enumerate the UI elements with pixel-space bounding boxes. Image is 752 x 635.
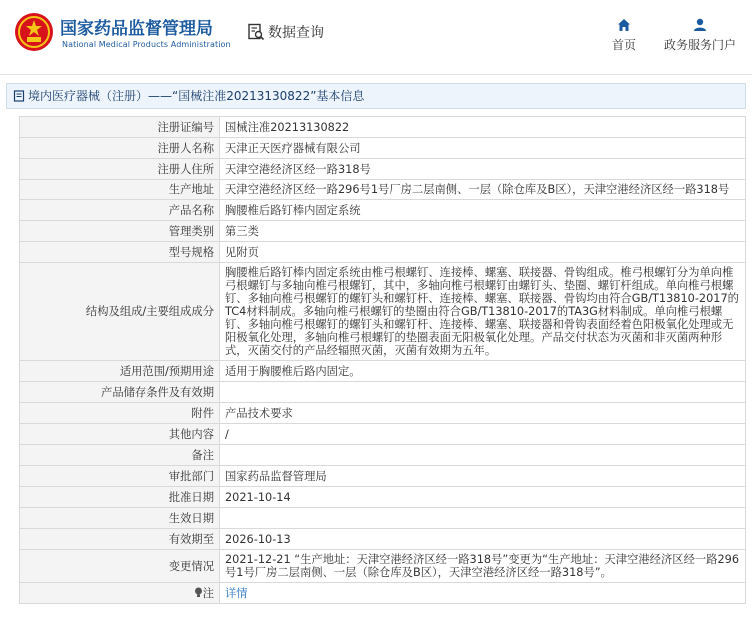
field-value: 产品技术要求 [220,403,746,424]
field-label: 审批部门 [20,466,220,487]
document-icon [13,90,25,102]
table-row [20,382,746,403]
field-value: 胸腰椎后路钉棒内固定系统 [220,200,746,221]
field-label: 产品名称 [20,200,220,221]
table-row [20,445,746,466]
note-label-text: 注 [202,586,214,600]
detail-table [19,116,746,604]
field-value: 适用于胸腰椎后路内固定。 [220,361,746,382]
data-query-link[interactable] [247,22,324,42]
table-row [20,117,746,138]
field-label: 生效日期 [20,508,220,529]
data-query-label: 数据查询 [268,25,324,41]
field-label: 备注 [20,445,220,466]
field-label: 注册证编号 [20,117,220,138]
field-value: 2021-12-21 “生产地址：天津空港经济区经一路318号”变更为“生产地址：天津空港经济区经一路296号1号厂房二层南侧、一层（除仓库及B区），天津空港经济区经一路318号”。 [220,550,746,583]
field-label: 管理类别 [20,221,220,242]
user-icon [693,18,707,32]
table-row [20,424,746,445]
search-document-icon [247,23,265,41]
table-row [20,583,746,604]
field-label: 生产地址 [20,180,220,200]
field-value: / [220,424,746,445]
national-emblem-icon [14,12,54,52]
field-label: 有效期至 [20,529,220,550]
field-value: 国家药品监督管理局 [220,466,746,487]
field-value: 2021-10-14 [220,487,746,508]
table-row [20,263,746,361]
table-row [20,159,746,180]
table-row [20,529,746,550]
site-subtitle: National Medical Products Administration [62,40,231,49]
breadcrumb [6,83,746,109]
field-value [220,583,746,604]
site-title[interactable]: 国家药品监督管理局 [60,19,213,39]
field-value: 天津空港经济区经一路318号 [220,159,746,180]
field-label: 结构及组成/主要组成成分 [20,263,220,361]
field-value: 天津正天医疗器械有限公司 [220,138,746,159]
table-row [20,487,746,508]
field-label: 注册人名称 [20,138,220,159]
nav-service-label: 政务服务门户 [663,38,736,52]
field-value: 天津空港经济区经一路296号1号厂房二层南侧、一层（除仓库及B区），天津空港经济区经一路318号 [220,180,746,200]
field-value: 见附页 [220,242,746,263]
field-value [220,508,746,529]
field-value: 第三类 [220,221,746,242]
field-label: 附件 [20,403,220,424]
details-link[interactable]: 详情 [225,586,248,600]
breadcrumb-text: 境内医疗器械（注册）——“国械注准20213130822”基本信息 [28,89,365,103]
field-value [220,382,746,403]
table-row [20,508,746,529]
site-header [0,0,752,75]
field-value: 国械注准20213130822 [220,117,746,138]
nav-home[interactable] [609,18,639,53]
table-row [20,550,746,583]
field-label: 变更情况 [20,550,220,583]
field-label: 注册人住所 [20,159,220,180]
table-row [20,138,746,159]
note-label [20,583,220,604]
table-row [20,466,746,487]
table-row [20,242,746,263]
field-value [220,445,746,466]
table-row [20,403,746,424]
nav-home-label: 首页 [611,38,636,52]
field-label: 型号规格 [20,242,220,263]
table-row [20,361,746,382]
table-row [20,180,746,200]
bulb-icon [194,587,203,598]
field-label: 其他内容 [20,424,220,445]
field-label: 批准日期 [20,487,220,508]
home-icon [617,18,631,32]
table-row [20,200,746,221]
field-label: 适用范围/预期用途 [20,361,220,382]
field-value: 2026-10-13 [220,529,746,550]
field-label: 产品储存条件及有效期 [20,382,220,403]
field-value: 胸腰椎后路钉棒内固定系统由椎弓根螺钉、连接棒、螺塞、联接器、骨钩组成。椎弓根螺钉分为单向椎弓根螺钉与多轴向椎弓根螺钉，其中，多轴向椎弓根螺钉由螺钉头、垫圈、螺钉杆组成。单向椎弓根螺钉、多轴向椎弓根螺钉的螺钉头和螺钉杆、连接棒、螺塞、联接器、骨钩均由符合GB/T13810-2017的TC4材料制成。多轴向椎弓根螺钉的垫圈由符合GB/T13810-2017的TA3G材料制成。单向椎弓根螺钉、多轴向椎弓根螺钉的螺钉头和螺钉杆、连接棒、螺塞、联接器和骨钩表面经着色阳极氧化处理或无阳极氧化处理，多轴向椎弓根螺钉的垫圈表面无阳极氧化处理。产品交付状态为灭菌和非灭菌两种形式，灭菌交付的产品经辐照灭菌，灭菌有效期为五年。 [220,263,746,361]
table-row [20,221,746,242]
nav-service-portal[interactable] [660,18,740,53]
